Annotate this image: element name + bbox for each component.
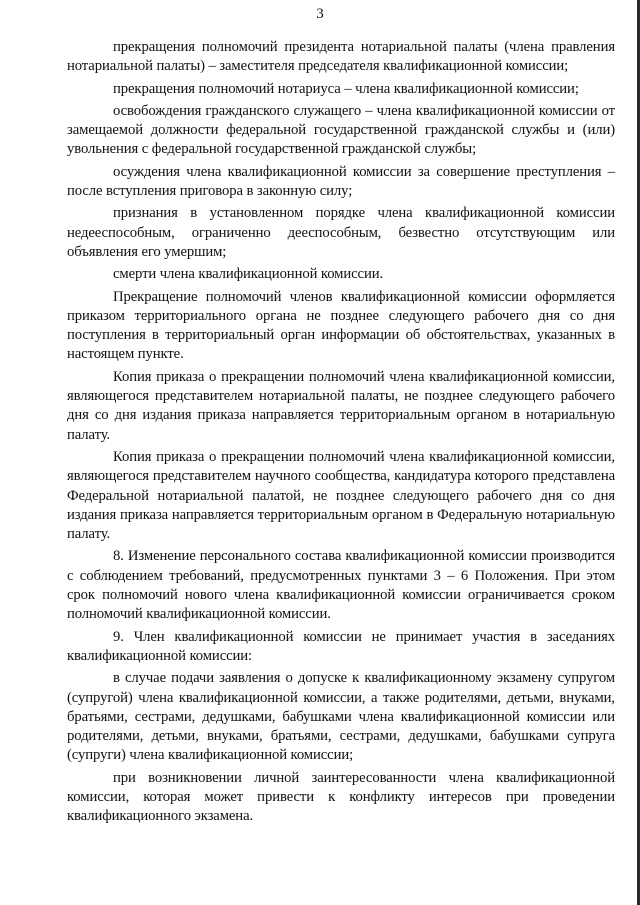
paragraph: Копия приказа о прекращении полномочий члена квалификационной комиссии, являющегося представителем нотариальной палаты, не позднее следующего рабочего дня со дня издания приказа направляется территориальным органом в нотариальную палату. — [67, 368, 615, 443]
paragraph: прекращения полномочий нотариуса – члена квалификационной комиссии; — [113, 80, 579, 97]
paragraph: 9. Член квалификационной комиссии не принимает участия в заседаниях квалификационной комиссии: — [67, 628, 615, 664]
paragraph: при возникновении личной заинтересованности члена квалификационной комиссии, которая может привести к конфликту интересов при проведении квалификационного экзамена. — [67, 769, 615, 825]
paragraph: в случае подачи заявления о допуске к квалификационному экзамену супругом (супругой) члена квалификационной комиссии, а также родителями, детьми, внуками, братьями, сестрами, дедушками, бабушками члена квалификационной комиссии или родителями, детьми, внуками, братьями, сестрами, дедушками, бабушками супруга (супруги) члена квалификационной комиссии; — [67, 670, 615, 764]
paragraph: освобождения гражданского служащего – члена квалификационной комиссии от замещаемой должности федеральной государственной гражданской службы и (или) увольнения с федеральной государственной гражданской службы; — [67, 102, 615, 158]
paragraph: 8. Изменение персонального состава квалификационной комиссии производится с соблюдением требований, предусмотренных пунктами 3 – 6 Положения. При этом срок полномочий нового члена квалификационной комиссии ограничивается сроком полномочий квалификационной комиссии. — [67, 548, 615, 623]
paragraph: смерти члена квалификационной комиссии. — [113, 266, 384, 283]
paragraph: Прекращение полномочий членов квалификационной комиссии оформляется приказом территориального органа не позднее следующего рабочего дня со дня поступления в территориальный орган информации об обстоятельствах, указанных в настоящем пункте. — [67, 288, 615, 363]
paragraph: прекращения полномочий президента нотариальной палаты (члена правления нотариальной палаты) – заместителя председателя квалификационной комиссии; — [67, 39, 615, 75]
paragraph: признания в установленном порядке члена квалификационной комиссии недееспособным, ограниченно дееспособным, безвестно отсутствующим или объявления его умершим; — [67, 205, 615, 260]
paragraph: осуждения члена квалификационной комиссии за совершение преступления – после вступления приговора в законную силу; — [67, 163, 615, 200]
page-number: 3 — [316, 6, 324, 22]
document-body — [67, 38, 615, 830]
paragraph: Копия приказа о прекращении полномочий члена квалификационной комиссии, являющегося представителем научного сообщества, кандидатура которого представлена Федеральной нотариальной палатой, не позднее следующего рабочего дня со дня издания приказа направляется территориальным органом в Федеральную нотариальную палату. — [67, 448, 615, 543]
